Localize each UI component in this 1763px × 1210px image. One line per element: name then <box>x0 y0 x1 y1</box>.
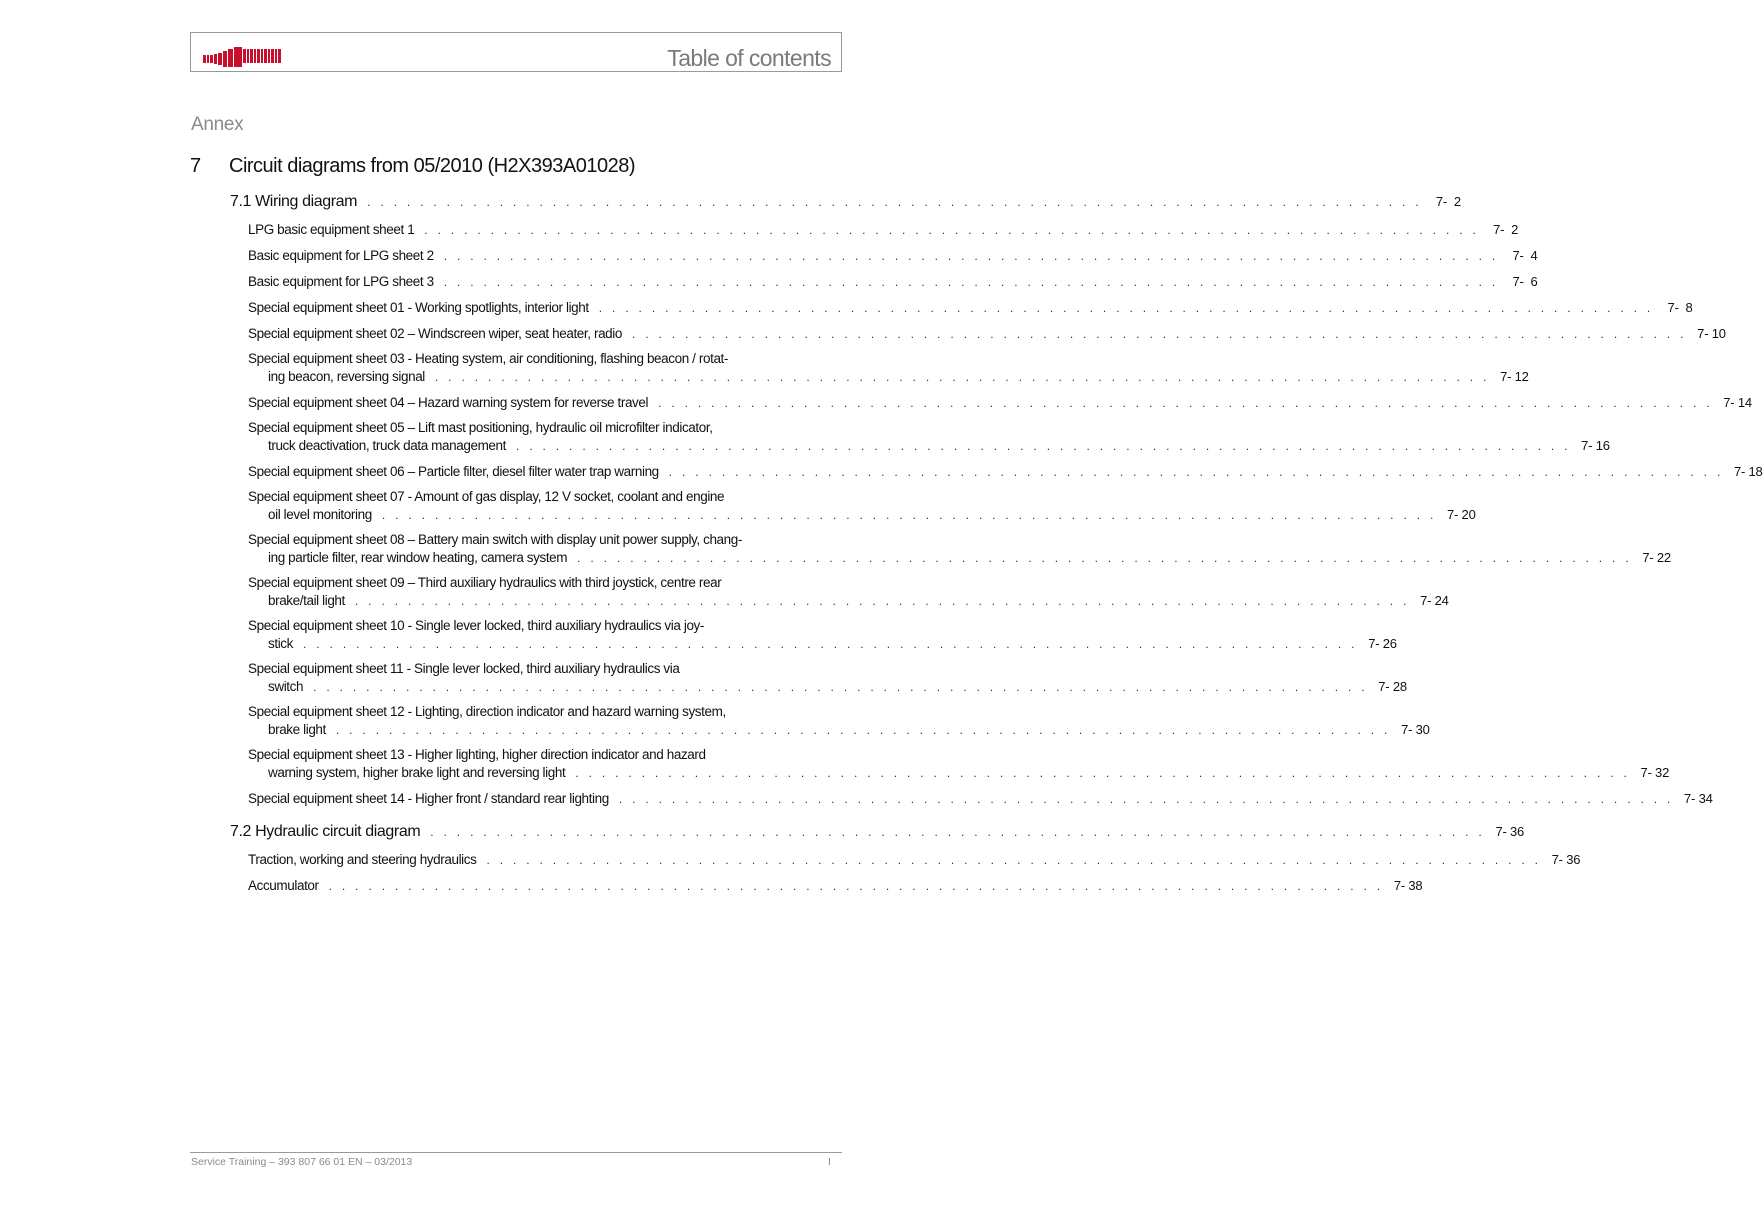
toc-entry-text: 7.2 Hydraulic circuit diagram <box>230 823 421 840</box>
toc-entry-text: oil level monitoring <box>268 507 372 522</box>
dot-leader: . . . . . . . . . . . . . . . . . . . . . . . . . . . . . . . . . . . . . . . . . . . . . . . . . . . . . . . . . . . . . . . . . . . . . . . . . . . . . . . . <box>434 370 1490 384</box>
toc-page-number: 7- 4 <box>1512 248 1538 263</box>
toc-entry[interactable] <box>268 593 1449 608</box>
toc-entry-text: ing particle filter, rear window heating, camera system <box>268 550 568 565</box>
toc-entry[interactable] <box>268 722 1430 737</box>
toc-entry[interactable] <box>248 274 1538 289</box>
page-header <box>190 32 842 72</box>
toc-page-number: 7- 28 <box>1378 679 1407 694</box>
toc-entry-text: brake/tail light <box>268 593 345 608</box>
toc-page-number: 7- 2 <box>1435 194 1461 209</box>
toc-entry[interactable] <box>248 222 1519 237</box>
toc-entry-text: Special equipment sheet 06 – Particle filter, diesel filter water trap warning <box>248 464 659 479</box>
toc-entry-text: Special equipment sheet 04 – Hazard warning system for reverse travel <box>248 395 649 410</box>
toc-section-entry[interactable] <box>230 823 1525 841</box>
toc-page-number: 7- 16 <box>1581 438 1610 453</box>
toc-entry-text: ing beacon, reversing signal <box>268 369 425 384</box>
toc-page-number: 7- 2 <box>1493 222 1519 237</box>
dot-leader: . . . . . . . . . . . . . . . . . . . . . . . . . . . . . . . . . . . . . . . . . . . . . . . . . . . . . . . . . . . . . . . . . . . . . . . . . . . . . . . . <box>577 551 1632 565</box>
dot-leader: . . . . . . . . . . . . . . . . . . . . . . . . . . . . . . . . . . . . . . . . . . . . . . . . . . . . . . . . . . . . . . . . . . . . . . . . . . . . . . . . <box>515 439 1571 453</box>
linde-brand-logo-icon <box>203 47 283 69</box>
dot-leader: . . . . . . . . . . . . . . . . . . . . . . . . . . . . . . . . . . . . . . . . . . . . . . . . . . . . . . . . . . . . . . . . . . . . . . . . . . . . . . . . <box>328 879 1384 893</box>
toc-entry-text: brake light <box>268 722 326 737</box>
toc-entry-first-line[interactable]: Special equipment sheet 07 - Amount of gas display, 12 V socket, coolant and engine <box>248 489 725 504</box>
dot-leader: . . . . . . . . . . . . . . . . . . . . . . . . . . . . . . . . . . . . . . . . . . . . . . . . . . . . . . . . . . . . . . . . . . . . . . . . . . . . . . . . <box>430 825 1486 839</box>
toc-entry-first-line[interactable]: Special equipment sheet 12 - Lighting, direction indicator and hazard warning system, <box>248 704 726 719</box>
dot-leader: . . . . . . . . . . . . . . . . . . . . . . . . . . . . . . . . . . . . . . . . . . . . . . . . . . . . . . . . . . . . . . . . . . . . . . . . . . . . . . . . <box>303 637 1358 651</box>
toc-page-number: 7- 36 <box>1495 824 1525 839</box>
dot-leader: . . . . . . . . . . . . . . . . . . . . . . . . . . . . . . . . . . . . . . . . . . . . . . . . . . . . . . . . . . . . . . . . . . . . . . . . . . . . . . . . <box>313 680 1368 694</box>
toc-entry[interactable] <box>268 679 1407 694</box>
footer-page-number: I <box>828 1156 831 1168</box>
toc-entry-first-line[interactable]: Special equipment sheet 09 – Third auxiliary hydraulics with third joystick, centre rear <box>248 575 722 590</box>
toc-entry[interactable] <box>248 464 1763 479</box>
toc-entry-text: Traction, working and steering hydraulics <box>248 852 477 867</box>
toc-entry-text: Special equipment sheet 02 – Windscreen wiper, seat heater, radio <box>248 326 622 341</box>
toc-page-number: 7- 14 <box>1723 395 1752 410</box>
toc-entry-text: truck deactivation, truck data management <box>268 438 506 453</box>
toc-entry-text: Special equipment sheet 01 - Working spotlights, interior light <box>248 300 589 315</box>
toc-page-number: 7- 22 <box>1642 550 1671 565</box>
toc-page-number: 7- 24 <box>1420 593 1449 608</box>
dot-leader: . . . . . . . . . . . . . . . . . . . . . . . . . . . . . . . . . . . . . . . . . . . . . . . . . . . . . . . . . . . . . . . . . . . . . . . . . . . . . . . . <box>424 223 1480 237</box>
toc-page-number: 7- 30 <box>1401 722 1430 737</box>
toc-entry-text: 7.1 Wiring diagram <box>230 193 358 210</box>
toc-entry-text: Accumulator <box>248 878 319 893</box>
dot-leader: . . . . . . . . . . . . . . . . . . . . . . . . . . . . . . . . . . . . . . . . . . . . . . . . . . . . . . . . . . . . . . . . . . . . . . . . . . . . . . . . <box>575 766 1631 780</box>
toc-entry[interactable] <box>268 507 1476 522</box>
dot-leader: . . . . . . . . . . . . . . . . . . . . . . . . . . . . . . . . . . . . . . . . . . . . . . . . . . . . . . . . . . . . . . . . . . . . . . . . . . . . . . . . <box>632 327 1687 341</box>
toc-entry-first-line[interactable]: Special equipment sheet 05 – Lift mast positioning, hydraulic oil microfilter indicator, <box>248 420 713 435</box>
toc-entry-first-line[interactable]: Special equipment sheet 11 - Single lever locked, third auxiliary hydraulics via <box>248 661 680 676</box>
dot-leader: . . . . . . . . . . . . . . . . . . . . . . . . . . . . . . . . . . . . . . . . . . . . . . . . . . . . . . . . . . . . . . . . . . . . . . . . . . . . . . . . <box>618 792 1674 806</box>
dot-leader: . . . . . . . . . . . . . . . . . . . . . . . . . . . . . . . . . . . . . . . . . . . . . . . . . . . . . . . . . . . . . . . . . . . . . . . . . . . . . . . . <box>381 508 1437 522</box>
toc-entry-first-line[interactable]: Special equipment sheet 03 - Heating system, air conditioning, flashing beacon / rotat- <box>248 351 728 366</box>
toc-page-number: 7- 6 <box>1512 274 1538 289</box>
dot-leader: . . . . . . . . . . . . . . . . . . . . . . . . . . . . . . . . . . . . . . . . . . . . . . . . . . . . . . . . . . . . . . . . . . . . . . . . . . . . . . . . <box>335 723 1391 737</box>
dot-leader: . . . . . . . . . . . . . . . . . . . . . . . . . . . . . . . . . . . . . . . . . . . . . . . . . . . . . . . . . . . . . . . . . . . . . . . . . . . . . . . . <box>658 396 1713 410</box>
page-title: Table of contents <box>667 45 831 71</box>
toc-entry[interactable] <box>248 300 1693 315</box>
toc-entry[interactable] <box>268 636 1397 651</box>
dot-leader: . . . . . . . . . . . . . . . . . . . . . . . . . . . . . . . . . . . . . . . . . . . . . . . . . . . . . . . . . . . . . . . . . . . . . . . . . . . . . . . . <box>668 465 1724 479</box>
footer-divider <box>190 1152 842 1153</box>
toc-page-number: 7- 36 <box>1551 852 1581 867</box>
toc-entry-first-line[interactable]: Special equipment sheet 10 - Single lever locked, third auxiliary hydraulics via joy- <box>248 618 704 633</box>
chapter-title: Circuit diagrams from 05/2010 (H2X393A01028) <box>229 155 635 177</box>
toc-entry-text: LPG basic equipment sheet 1 <box>248 222 415 237</box>
toc-entry[interactable] <box>248 395 1752 410</box>
toc-entry[interactable] <box>268 369 1529 384</box>
toc-page-number: 7- 18 <box>1733 464 1763 479</box>
toc-page-number: 7- 12 <box>1500 369 1529 384</box>
toc-page-number: 7- 38 <box>1393 878 1423 893</box>
chapter-number: 7 <box>190 155 201 177</box>
toc-entry-text: Special equipment sheet 14 - Higher front / standard rear lighting <box>248 791 609 806</box>
toc-page-number: 7- 34 <box>1684 791 1713 806</box>
toc-entry[interactable] <box>248 852 1581 867</box>
toc-page-number: 7- 10 <box>1697 326 1726 341</box>
dot-leader: . . . . . . . . . . . . . . . . . . . . . . . . . . . . . . . . . . . . . . . . . . . . . . . . . . . . . . . . . . . . . . . . . . . . . . . . . . . . . . . . <box>367 195 1422 209</box>
footer-text: Service Training – 393 807 66 01 EN – 03/2013 <box>191 1156 413 1168</box>
toc-page-number: 7- 32 <box>1640 765 1670 780</box>
toc-entry[interactable] <box>248 791 1713 806</box>
dot-leader: . . . . . . . . . . . . . . . . . . . . . . . . . . . . . . . . . . . . . . . . . . . . . . . . . . . . . . . . . . . . . . . . . . . . . . . . . . . . . . . . <box>443 275 1499 289</box>
toc-entry[interactable] <box>268 550 1671 565</box>
toc-page-number: 7- 26 <box>1368 636 1397 651</box>
dot-leader: . . . . . . . . . . . . . . . . . . . . . . . . . . . . . . . . . . . . . . . . . . . . . . . . . . . . . . . . . . . . . . . . . . . . . . . . . . . . . . . . <box>354 594 1410 608</box>
toc-entry[interactable] <box>248 326 1726 341</box>
toc-page-number: 7- 8 <box>1667 300 1693 315</box>
toc-entry[interactable] <box>248 878 1423 893</box>
toc-entry[interactable] <box>268 438 1610 453</box>
toc-entry-first-line[interactable]: Special equipment sheet 13 - Higher lighting, higher direction indicator and hazard <box>248 747 706 762</box>
toc-entry-text: switch <box>268 679 304 694</box>
toc-entry-text: stick <box>268 636 294 651</box>
toc-entry-text: Basic equipment for LPG sheet 2 <box>248 248 434 263</box>
toc-entry-text: warning system, higher brake light and reversing light <box>268 765 566 780</box>
toc-entry[interactable] <box>268 765 1670 780</box>
dot-leader: . . . . . . . . . . . . . . . . . . . . . . . . . . . . . . . . . . . . . . . . . . . . . . . . . . . . . . . . . . . . . . . . . . . . . . . . . . . . . . . . <box>598 301 1654 315</box>
toc-entry-text: Basic equipment for LPG sheet 3 <box>248 274 434 289</box>
toc-entry-first-line[interactable]: Special equipment sheet 08 – Battery main switch with display unit power supply, chang- <box>248 532 742 547</box>
toc-section-entry[interactable] <box>230 193 1461 211</box>
toc-page-number: 7- 20 <box>1446 507 1476 522</box>
dot-leader: . . . . . . . . . . . . . . . . . . . . . . . . . . . . . . . . . . . . . . . . . . . . . . . . . . . . . . . . . . . . . . . . . . . . . . . . . . . . . . . . <box>443 249 1499 263</box>
dot-leader: . . . . . . . . . . . . . . . . . . . . . . . . . . . . . . . . . . . . . . . . . . . . . . . . . . . . . . . . . . . . . . . . . . . . . . . . . . . . . . . . <box>486 853 1542 867</box>
toc-entry[interactable] <box>248 248 1538 263</box>
annex-label: Annex <box>191 114 244 135</box>
